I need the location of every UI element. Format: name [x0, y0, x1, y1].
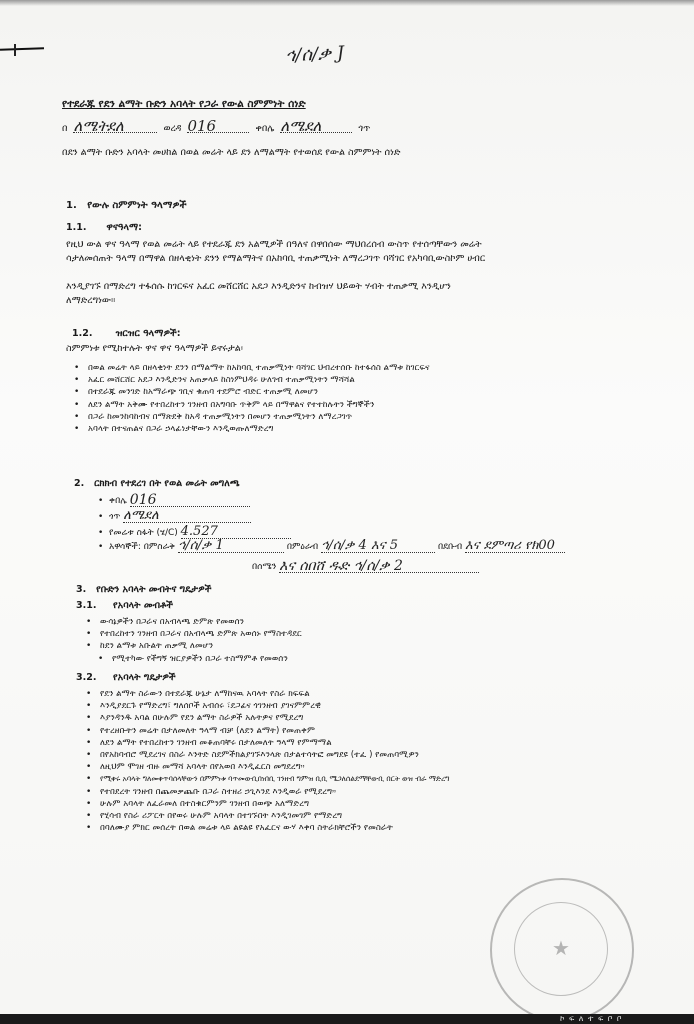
list-item: • በተደራጁ መንገድ ከአማራጭ ገቢና ቁጠባ ተደምሮ ብድር ተጠቃሚ ለመሆን	[70, 386, 430, 398]
official-seal-stamp	[490, 878, 634, 1022]
section-1-2-intro: ስምምነቱ የሚከተሉት ዋና ዋና ዓላማዎች ይኖሩታል፡	[66, 343, 243, 354]
border-north-hw: እና ደምጣሪ የክ00	[465, 540, 565, 553]
border-east-hw: ኅ/ሰ/ቃ 1	[178, 540, 284, 553]
section-3-num: 3.	[76, 584, 87, 595]
kebele-label: ቀበሌ	[109, 496, 127, 506]
list-item: • ለደን ልማት የተበረከተን ገንዘብ መቆጠባቸሩ በታለመለት ዓላማ የምማማል	[82, 737, 642, 749]
list-item: • እያንዳንዱ አባል በሁሉም የደን ልማት ስራዎች አሉትዎና የሚደረግ	[82, 712, 642, 724]
field-area: • የመሬቱ ስፋት (ሄ/C) 4.527	[98, 526, 291, 539]
section-1-2-title: ዝርዝር ዓላማዎች:	[115, 328, 181, 339]
border-north-label: በደቡብ	[437, 542, 463, 552]
area-value-hw: 4.527	[181, 526, 291, 539]
document-title: የተደራጁ የደን ልማት ቡድን አባላት የጋራ የውል ስምምነት ሰነድ	[62, 98, 306, 110]
list-item: • በባለሙያ ምክር መሰረት በወል መሬቱ ላይ ልዩልዩ የአፈርና ውሃ እቀባ ስትራክቸሮችን የመስራት	[82, 822, 642, 834]
list-item: • ለደን ልማት አቅሙ የተበረከተን ገንዘብ በአግባቡ ጥቅም ላይ በማዋልና የተተከሉትን ችግኞችን	[70, 399, 430, 411]
scan-shadow-top	[0, 0, 694, 6]
section-1-1-line-2: ሳታለመሰጠት ዓላማ በማዋል በዘላቂነት ደንን የማልማትና በአከባቢ ተጠቃሚነት ለማረጋገጥ ባሻገር የአካባቢውስኮም ሀብር	[66, 253, 486, 264]
intro-woreda-hw: ለሜትደለ	[73, 120, 157, 133]
border-east-label: አዋሳኞች: በምስራቅ	[109, 542, 176, 552]
list-item: • የተረዘቡትን መሬት በታለመለት ዓላማ ብቻ (ለደን ልማት) የመጠቀም	[82, 725, 642, 737]
list-item: • ለዚህም ሞገዘ ብዙ መማሻ አባላት በየአወበ እንዲፈርስ መግደረግ።	[82, 761, 642, 773]
section-3-2-list	[82, 688, 642, 834]
intro-woreda-label: ወረዳ	[163, 123, 182, 134]
got-label: ጎጥ	[109, 512, 121, 522]
list-item: • ሁሉም አባላት ለፈራመለ በተስቁርምንም ገንዘብ በወጭ አለማድረግ	[82, 798, 642, 810]
intro-prefix: በ	[62, 123, 68, 134]
intro-kebele-hw: 016	[187, 120, 249, 133]
field-borders: • አዋሳኞች: በምስራቅ ኅ/ሰ/ቃ 1 በምዕራብ ኅ/ሰ/ቃ 4 እና 5 በደቡብ እና ደምጣሪ የክ00	[98, 540, 565, 553]
section-3-heading	[76, 584, 211, 596]
list-item: • የተበረከተን ገንዘብ በጋራና በአብላጫ ድምጽ አወሰኑ የማስተዳደር	[82, 628, 302, 640]
list-item: • የሚቀሩ አባላት ግለመቀጥባሰላቸውን በምምነቱ ባጥመውቢበነበቢ ገንዘብ ግምዝ ቢቢ ሜጋለሰልደማቸውቢ በርት ወዝ ብራ ማድረግ	[82, 773, 642, 785]
section-3-title: የቡድን አባላት መብትና ግዴታዎች	[96, 584, 212, 595]
section-1-1-line-4: እንዲያገኙ በማድረግ ተፋሰሱ ከገርፍና አፈር መሸርሸር አደጋ እንዲድንና ከብዝሃ ህይወት ሃብት ተጠቃሚ እንዲሆን	[66, 281, 451, 292]
section-1-1-line-5: ለማድረግነው።	[66, 295, 116, 306]
field-kebele: • ቀበሌ 016	[98, 494, 250, 507]
bottom-edge-text: ኮ ፍ ለ ተ ፍ ቦ ቦ	[560, 1014, 623, 1023]
section-2-heading	[74, 478, 240, 490]
list-item: • በየአከባብሮ ሚደረገና በስራ እንትድ ስደምችክልያገኙእንላጽ በታልተሳትፎ መግደዩ (ተፈ ) የመጠባሚዎን	[82, 749, 642, 761]
list-item: • የሚተካው የችግኝ ዝርያዎችን በጋራ ተስማምቶ የመወሰን	[82, 653, 302, 665]
section-1-2-list	[70, 362, 430, 435]
section-1-1-line-1: የዚህ ውል ዋና ዓላማ የወል መሬት ላይ የተደራጁ ደን አልሚዎች በዓለና በዋበሰው ማህበረሰብ ውስጥ የተሰጣቸውን መሬት	[66, 239, 482, 250]
intro-got-hw: ለሜደለ	[280, 120, 352, 133]
corner-pen-mark	[0, 47, 44, 51]
section-3-1-list	[82, 616, 302, 665]
section-1-2-num: 1.2.	[72, 328, 93, 339]
got-value-hw: ለሜደለ	[123, 510, 251, 523]
kebele-value-hw: 016	[130, 494, 250, 507]
border-south-hw: እና ሰበሸ ዱድ ኅ/ሰ/ቃ 2	[279, 560, 479, 573]
list-item: • አፈር መሸርሸር አደጋ እንዲድንና አጠቃላይ ከስነምህዳሩ ሁለገብ ተጠቃሚነትን ማሻሻል	[70, 374, 430, 386]
list-item: • የተበደረት ገንዘብ በጨመቃጨቡ በጋራ ስተዘሪ ኃጊእንደ እንዲወራ የሚደረግ።	[82, 786, 642, 798]
border-west-hw: ኅ/ሰ/ቃ 4 እና 5	[321, 540, 435, 553]
handwritten-ref: ኅ/ሰ/ቃ J	[284, 42, 345, 67]
intro-kebele-label: ቀበሌ	[255, 123, 275, 134]
seal-star-icon: ★	[552, 936, 570, 960]
list-item: • እንዲያደርጉ የማድረግ፣ ግለሰቦች አብሰሩ ፣ደጋፊና ጎገንዘብ ያገናምምረዊ	[82, 700, 642, 712]
section-1-num: 1.	[66, 200, 77, 211]
section-3-2-heading	[76, 672, 176, 684]
list-item: • በወል መሬት ላይ በዘላቂነት ደንን በማልማት ከአከባቢ ተጠቃሚነት ባሻገር ህብረተሰቡ ከተፋሰስ ልማቱ ከገርፍና	[70, 362, 430, 374]
section-1-title: የውሉ ስምምነት ዓላማዎች	[87, 200, 187, 211]
section-2-num: 2.	[74, 478, 85, 489]
section-1-1-heading	[66, 222, 142, 234]
section-2-title: ርክክብ የተደረገ በት የወል መሬት መግለጫ	[94, 478, 240, 489]
area-label: የመሬቱ ስፋት (ሄ/C)	[109, 528, 178, 538]
corner-pen-tick	[14, 44, 16, 56]
section-3-2-num: 3.2.	[76, 672, 97, 683]
section-3-1-num: 3.1.	[76, 600, 97, 611]
section-1-1-num: 1.1.	[66, 222, 87, 233]
section-3-1-title: የአባላት መብቶች	[113, 600, 173, 611]
list-item: • ውሳኔዎችን በጋራና በአብላጫ ድምጽ የመወሰን	[82, 616, 302, 628]
intro-line	[62, 117, 371, 135]
section-1-1-title: ዋናዓላማ:	[106, 222, 142, 233]
section-3-1-heading	[76, 600, 173, 612]
list-item: • የሂሳብ የስራ ሪፖርት በየወሩ ሁሉም አባላት በተገኙበት እንዲገመገም የማድረግ	[82, 810, 642, 822]
border-south-label: በሰሜን	[252, 562, 277, 572]
list-item: • የደን ልማት ስራውን በተደራጁ ሁኔታ ለማከናዉ አባላት የስራ ክፍፍል	[82, 688, 642, 700]
list-item: • አባላት በተናጠልና በጋራ ኃላፊነታቸውን እንዲወጡለማድረግ	[70, 423, 430, 435]
section-1-heading	[66, 200, 187, 212]
intro-paragraph: በደን ልማት ቡድን አባላት መሀከል በወል መሬት ላይ ደን ለማልማት የተወሰደ የውል ስምምነት ሰነድ	[62, 147, 401, 158]
intro-got-label: ጎጥ	[358, 123, 371, 134]
field-got: • ጎጥ ለሜደለ	[98, 510, 251, 523]
section-3-2-title: የአባላት ግዴታዎች	[113, 672, 176, 683]
field-border-south	[252, 560, 479, 573]
border-west-label: በምዕራብ	[286, 542, 319, 552]
list-item: • ከደን ልማቱ አቡልት ጠቃሚ ለመሆን	[82, 640, 302, 652]
list-item: • በጋራ ከመንከባከብና በማጽደቅ ከአዳ ተጠቃሚነትን በመሆን ተጠቃሚነትን ለማረጋገጥ	[70, 411, 430, 423]
section-1-2-heading	[72, 328, 181, 340]
